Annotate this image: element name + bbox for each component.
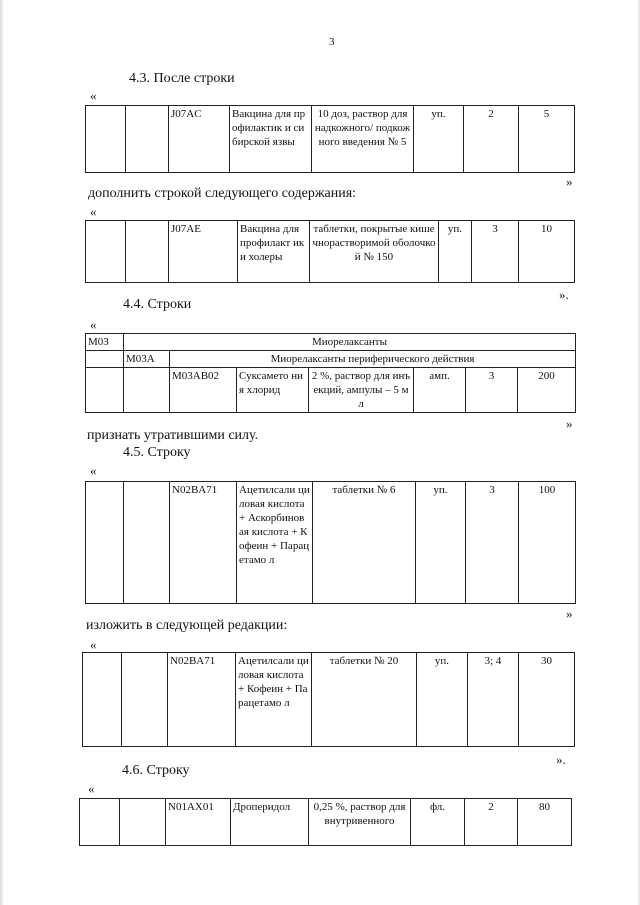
table-4-5-row (85, 481, 576, 604)
atc-code-cell: M03AB02 (170, 368, 237, 413)
number-cell: 2 (464, 106, 519, 173)
drug-name-cell: Суксамето ния хлорид (237, 368, 309, 413)
dosage-form-cell: 0,25 %, раствор для внутривенного (309, 799, 411, 846)
drug-name-cell: Дроперидол (231, 799, 309, 846)
restate-text: изложить в следующей редакции: (86, 618, 288, 633)
unit-cell: амп. (414, 368, 466, 413)
drug-name-cell: Вакцина для профилактик и сибирской язвы (230, 106, 312, 173)
section-4-5-heading: 4.5. Строку (123, 445, 191, 460)
blank-cell (86, 368, 124, 413)
invalid-text: признать утратившими силу. (87, 428, 259, 443)
dosage-form-cell: таблетки № 20 (312, 653, 417, 747)
open-quote: « (90, 637, 97, 652)
blank-cell (80, 799, 120, 846)
quantity-cell: 100 (519, 482, 576, 604)
blank-cell (124, 482, 170, 604)
supplement-text: дополнить строкой следующего содержания: (88, 186, 357, 201)
quantity-cell: 30 (519, 653, 575, 747)
subgroup-name-cell: Миорелаксанты периферического действия (170, 351, 576, 368)
subgroup-code-cell: M03A (124, 351, 170, 368)
number-cell: 3; 4 (468, 653, 519, 747)
open-quote: « (90, 88, 97, 103)
blank-cell (122, 653, 168, 747)
drug-name-cell: Ацетилсали циловая кислота + Кофеин + Парацетамо л (236, 653, 312, 747)
close-quote: ». (559, 287, 569, 302)
close-quote: ». (556, 752, 566, 767)
close-quote: » (566, 606, 573, 621)
section-4-3-heading: 4.3. После строки (129, 71, 235, 86)
unit-cell: уп. (417, 653, 468, 747)
table-4-3-row (85, 105, 575, 173)
section-4-6-heading: 4.6. Строку (122, 763, 190, 778)
number-cell: 2 (465, 799, 518, 846)
blank-cell (83, 653, 122, 747)
group-code-cell: M03 (86, 334, 124, 351)
page-number: 3 (329, 36, 335, 48)
atc-code-cell: N01AX01 (166, 799, 231, 846)
number-cell: 3 (466, 368, 518, 413)
quantity-cell: 80 (518, 799, 572, 846)
atc-code-cell: J07AC (169, 106, 230, 173)
table-row (86, 482, 576, 604)
atc-code-cell: J07AE (169, 221, 238, 283)
blank-cell (126, 221, 169, 283)
table-4-5-new-row (82, 652, 575, 747)
table-4-3-new-row (85, 220, 575, 283)
unit-cell: уп. (439, 221, 472, 283)
atc-code-cell: N02BA71 (170, 482, 237, 604)
open-quote: « (90, 204, 97, 219)
unit-cell: уп. (414, 106, 464, 173)
blank-cell (86, 351, 124, 368)
section-4-4-heading: 4.4. Строки (123, 297, 192, 312)
drug-name-cell: Вакцина для профилакт ики холеры (238, 221, 310, 283)
blank-cell (124, 368, 170, 413)
number-cell: 3 (472, 221, 519, 283)
table-row (86, 106, 575, 173)
table-4-6-row (79, 798, 572, 846)
blank-cell (86, 221, 126, 283)
table-4-4-rows (85, 333, 576, 413)
scan-left-edge (0, 0, 4, 905)
table-row (86, 221, 575, 283)
table-row (86, 368, 576, 413)
open-quote: « (88, 781, 95, 796)
quantity-cell: 5 (519, 106, 575, 173)
group-name-cell: Миорелаксанты (124, 334, 576, 351)
dosage-form-cell: 10 доз, раствор для надкожного/ подкожного введения № 5 (312, 106, 414, 173)
open-quote: « (90, 463, 97, 478)
subgroup-row (86, 351, 576, 368)
blank-cell (126, 106, 169, 173)
blank-cell (86, 106, 126, 173)
quantity-cell: 200 (518, 368, 576, 413)
unit-cell: уп. (416, 482, 466, 604)
close-quote: » (566, 416, 573, 431)
unit-cell: фл. (411, 799, 465, 846)
dosage-form-cell: 2 %, раствор для инъекций, ампулы – 5 мл (309, 368, 414, 413)
blank-cell (120, 799, 166, 846)
table-row (83, 653, 575, 747)
atc-code-cell: N02BA71 (168, 653, 236, 747)
quantity-cell: 10 (519, 221, 575, 283)
dosage-form-cell: таблетки № 6 (313, 482, 416, 604)
group-row (86, 334, 576, 351)
open-quote: « (90, 317, 97, 332)
close-quote: » (566, 174, 573, 189)
blank-cell (86, 482, 124, 604)
dosage-form-cell: таблетки, покрытые кишечнорастворимой оболочкой № 150 (310, 221, 439, 283)
table-row (80, 799, 572, 846)
drug-name-cell: Ацетилсали циловая кислота + Аскорбинов ая кислота + Кофеин + Парацетамо л (237, 482, 313, 604)
number-cell: 3 (466, 482, 519, 604)
